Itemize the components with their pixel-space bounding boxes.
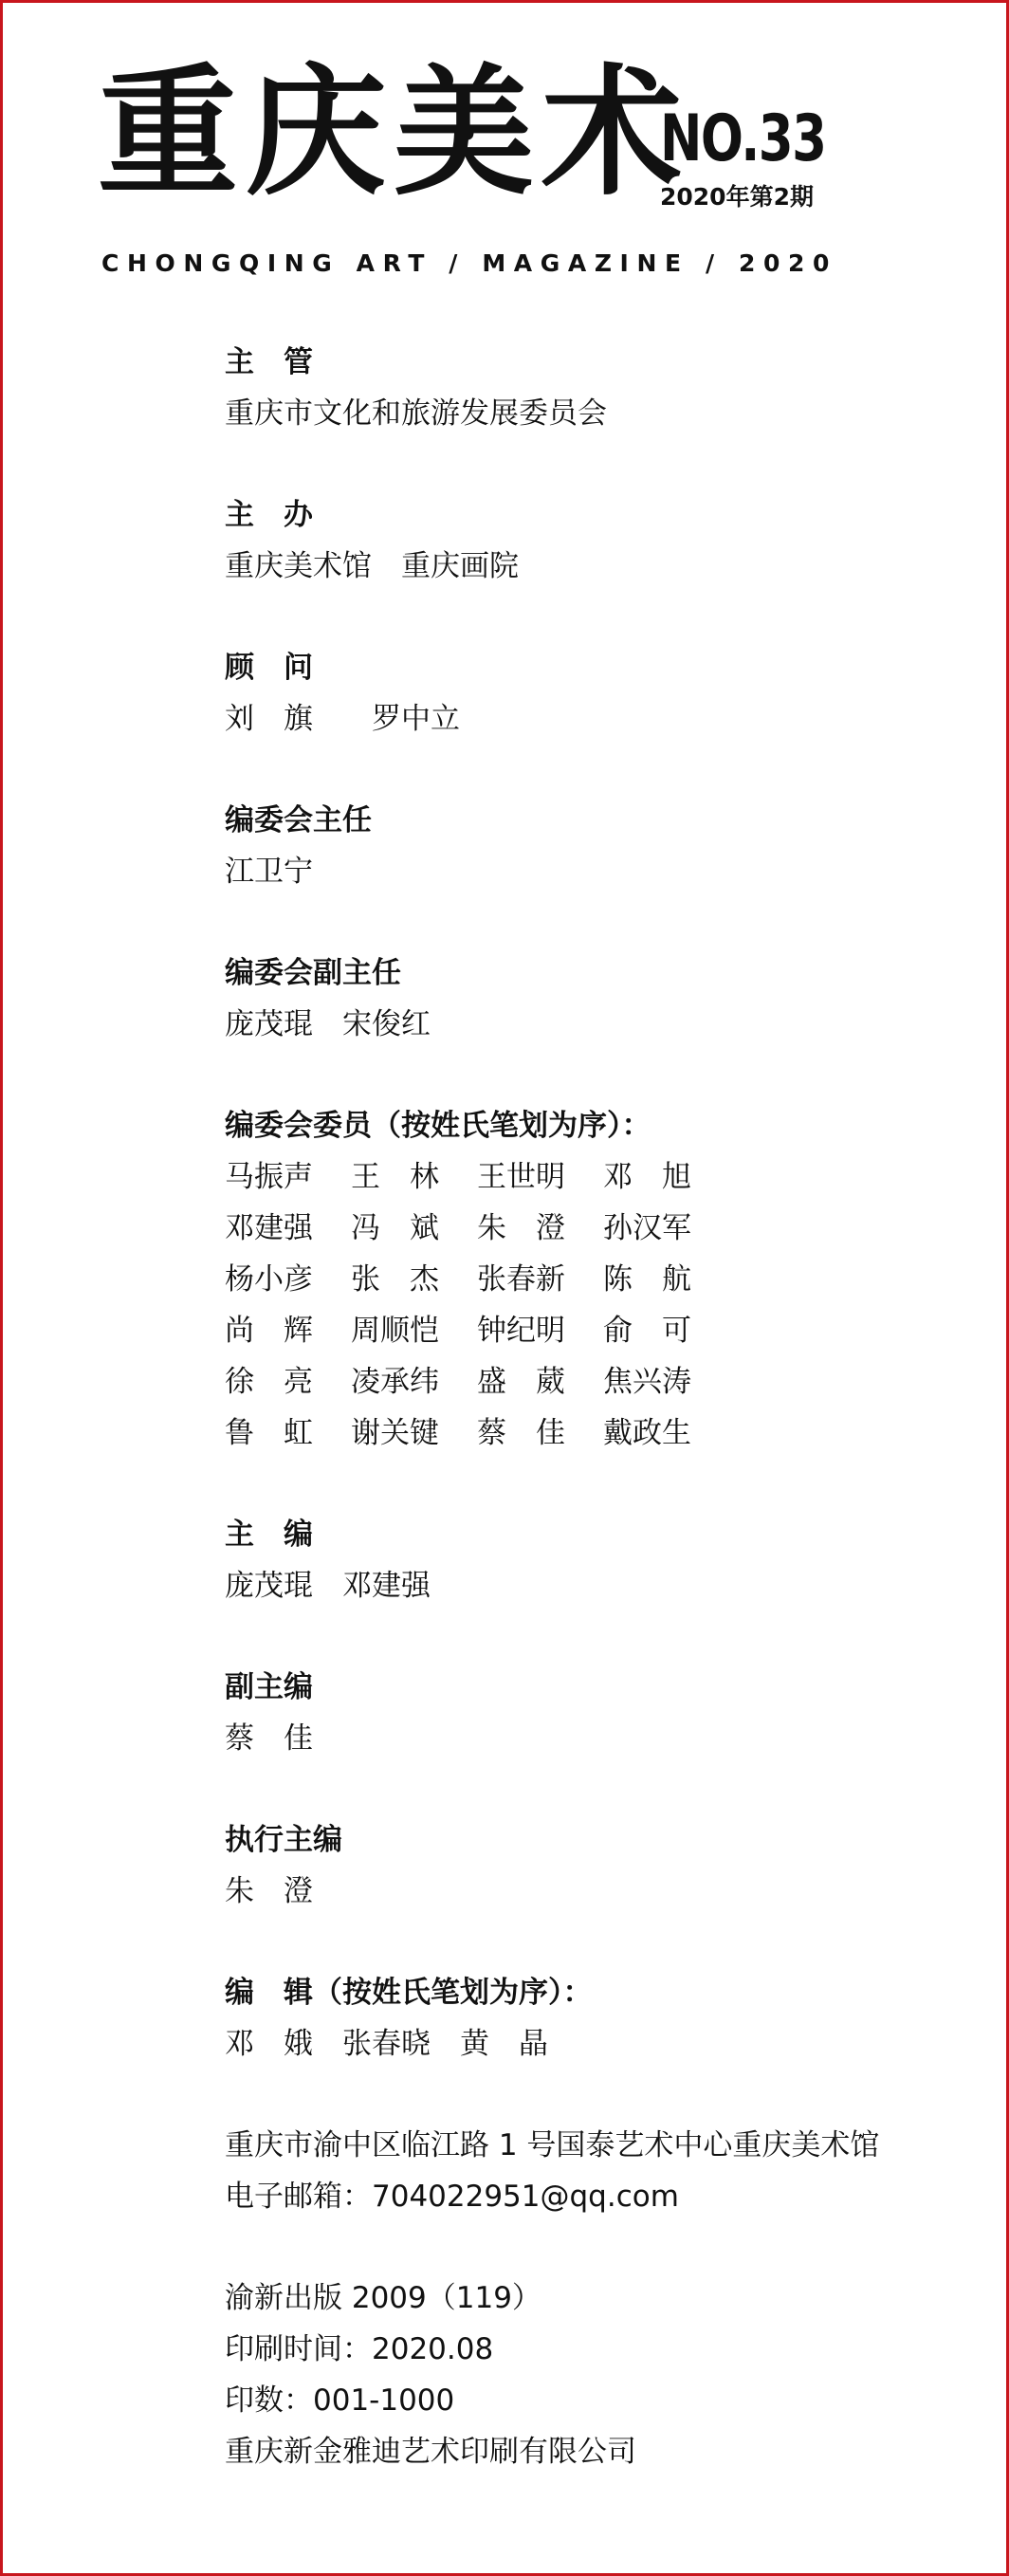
- print-run: 印数：001-1000: [225, 2383, 455, 2418]
- member-row: [225, 1254, 983, 1305]
- section-committee-director: [225, 795, 983, 897]
- member-row: [225, 1203, 983, 1254]
- issue-date: 2020年第2期: [660, 183, 814, 211]
- member-name: 钟纪明: [477, 1314, 565, 1348]
- section-heading: 编委会委员（按姓氏笔划为序）：: [225, 1109, 651, 1143]
- member-row: [225, 1305, 983, 1356]
- member-name: 陈 航: [603, 1262, 691, 1297]
- member-name: 凌承纬: [351, 1365, 439, 1399]
- section-value: 蔡 佳: [225, 1721, 313, 1756]
- section-value: 江卫宁: [225, 855, 313, 889]
- section-heading: 主 编: [225, 1518, 313, 1552]
- member-name: 邓 旭: [603, 1160, 691, 1194]
- section-heading: 顾 问: [225, 651, 313, 685]
- publication-info: [225, 2272, 983, 2477]
- member-name: 戴政生: [603, 1416, 691, 1450]
- section-supervisor: [225, 337, 983, 439]
- section-advisors: [225, 642, 983, 745]
- member-name: 尚 辉: [225, 1314, 313, 1348]
- section-heading: 主 管: [225, 345, 313, 379]
- member-name: 周顺恺: [351, 1314, 439, 1348]
- member-name: 张 杰: [351, 1262, 439, 1297]
- printer-name: 重庆新金雅迪艺术印刷有限公司: [225, 2435, 636, 2469]
- member-name: 张春新: [477, 1262, 565, 1297]
- section-deputy-editor: [225, 1662, 983, 1764]
- member-name: 盛 葳: [477, 1365, 565, 1399]
- member-name: 徐 亮: [225, 1365, 313, 1399]
- issue-number: NO.33: [660, 101, 826, 176]
- credits-list: [225, 337, 983, 2528]
- print-date: 印刷时间：2020.08: [225, 2332, 494, 2366]
- contact-info: [225, 2120, 983, 2222]
- section-value: 重庆市文化和旅游发展委员会: [225, 396, 607, 431]
- section-value: 庞茂琨 宋俊红: [225, 1007, 431, 1041]
- section-heading: 编委会主任: [225, 803, 372, 837]
- member-name: 鲁 虹: [225, 1416, 313, 1450]
- section-heading: 执行主编: [225, 1823, 342, 1857]
- section-value: 重庆美术馆 重庆画院: [225, 549, 519, 583]
- section-value: 邓 娥 张春晓 黄 晶: [225, 2027, 548, 2061]
- section-committee-deputy: [225, 948, 983, 1050]
- section-heading: 编委会副主任: [225, 956, 401, 990]
- member-name: 朱 澄: [477, 1211, 565, 1245]
- member-name: 王 林: [351, 1160, 439, 1194]
- section-value: 庞茂琨 邓建强: [225, 1569, 431, 1603]
- section-sponsor: [225, 489, 983, 592]
- member-name: 杨小彦: [225, 1262, 313, 1297]
- section-editors: [225, 1967, 983, 2070]
- section-committee-members: [225, 1100, 983, 1459]
- member-name: 王世明: [477, 1160, 565, 1194]
- section-executive-editor: [225, 1814, 983, 1917]
- member-name: 孙汉军: [603, 1211, 691, 1245]
- member-row: [225, 1356, 983, 1408]
- member-name: 俞 可: [603, 1314, 691, 1348]
- section-heading: 编 辑（按姓氏笔划为序）：: [225, 1976, 593, 2010]
- section-value: 朱 澄: [225, 1874, 313, 1908]
- member-name: 蔡 佳: [477, 1416, 565, 1450]
- section-value: 刘 旗 罗中立: [225, 702, 460, 736]
- section-heading: 副主编: [225, 1670, 313, 1704]
- section-chief-editor: [225, 1509, 983, 1611]
- member-name: 冯 斌: [351, 1211, 439, 1245]
- member-name: 谢关键: [351, 1416, 439, 1450]
- member-name: 马振声: [225, 1160, 313, 1194]
- magazine-title: 重庆美术: [98, 49, 689, 214]
- member-name: 焦兴涛: [603, 1365, 691, 1399]
- member-row: [225, 1151, 983, 1203]
- magazine-subtitle: CHONGQING ART / MAGAZINE / 2020: [101, 249, 837, 277]
- member-row: [225, 1408, 983, 1459]
- member-name: 邓建强: [225, 1211, 313, 1245]
- license-number: 渝新出版 2009（119）: [225, 2281, 541, 2315]
- address: 重庆市渝中区临江路 1 号国泰艺术中心重庆美术馆: [225, 2128, 880, 2162]
- section-heading: 主 办: [225, 498, 313, 532]
- email: 电子邮箱：704022951@qq.com: [225, 2180, 679, 2214]
